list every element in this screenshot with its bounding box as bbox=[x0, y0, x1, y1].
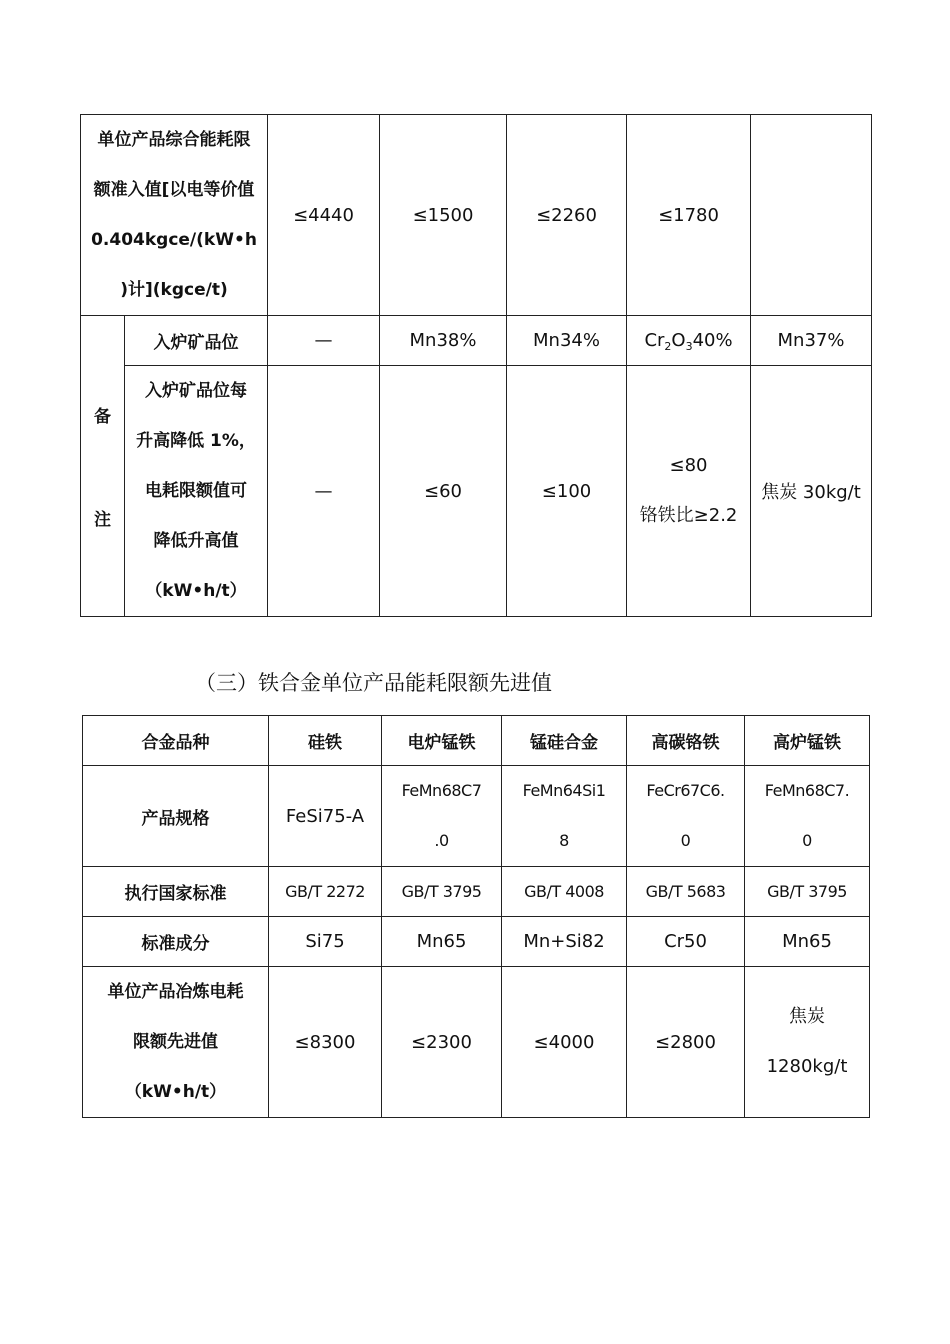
grade-change-label-cell bbox=[125, 366, 268, 617]
value-cell: GB/T 5683 bbox=[627, 867, 745, 917]
header-cell: 硅铁 bbox=[269, 716, 382, 766]
value-cell: ≤4440 bbox=[268, 115, 380, 316]
value-cell: GB/T 4008 bbox=[502, 867, 627, 917]
label-line: 电耗限额值可 bbox=[145, 481, 247, 501]
remarks-label-cell bbox=[81, 316, 125, 617]
label-line: 降低升高值 bbox=[153, 531, 239, 551]
table-row bbox=[81, 316, 872, 366]
value-cell: FeSi75-A bbox=[269, 766, 382, 867]
value-cell: Mn38% bbox=[380, 316, 507, 366]
value-cell: Cr50 bbox=[627, 917, 745, 967]
remarks-char: 备 bbox=[94, 407, 111, 427]
value-cell: ≤2300 bbox=[382, 967, 502, 1118]
value-cell: GB/T 2272 bbox=[269, 867, 382, 917]
value-cell: 焦炭 30kg/t bbox=[751, 366, 872, 617]
value-cell: FeMn64Si1 8 bbox=[502, 766, 627, 867]
value-cell: Mn65 bbox=[382, 917, 502, 967]
value-cell bbox=[751, 115, 872, 316]
value-cell: ≤1780 bbox=[627, 115, 751, 316]
section-title: （三）铁合金单位产品能耗限额先进值 bbox=[195, 671, 552, 695]
value-cell: Mn65 bbox=[745, 917, 870, 967]
value-cell: FeMn68C7 .0 bbox=[382, 766, 502, 867]
value-cell: ≤1500 bbox=[380, 115, 507, 316]
table-row bbox=[83, 867, 870, 917]
table-row bbox=[83, 967, 870, 1118]
table-row bbox=[83, 917, 870, 967]
value-cell: ≤60 bbox=[380, 366, 507, 617]
energy-label-cell bbox=[81, 115, 268, 316]
value-cell: Mn34% bbox=[507, 316, 627, 366]
grade-label-cell: 入炉矿品位 bbox=[125, 316, 268, 366]
energy-limit-table bbox=[80, 114, 872, 617]
value-cell: 焦炭 1280kg/t bbox=[745, 967, 870, 1118]
label-line: 单位产品综合能耗限 bbox=[97, 130, 251, 150]
cr-grade-cell: $Cr_2O_340\%$ bbox=[627, 316, 751, 366]
label-line: 额准入值[以电等价值 bbox=[93, 180, 255, 200]
header-cell: 高碳铬铁 bbox=[627, 716, 745, 766]
label-line: 入炉矿品位每 bbox=[145, 381, 247, 401]
header-cell: 高炉锰铁 bbox=[745, 716, 870, 766]
standard-label-cell: 执行国家标准 bbox=[83, 867, 269, 917]
advanced-value-table bbox=[82, 715, 870, 1118]
value-cell: FeCr67C6. 0 bbox=[627, 766, 745, 867]
value-cell: — bbox=[268, 316, 380, 366]
table-row bbox=[83, 766, 870, 867]
value-cell: ≤100 bbox=[507, 366, 627, 617]
value-cell: ≤2260 bbox=[507, 115, 627, 316]
value-cell: Si75 bbox=[269, 917, 382, 967]
label-line: )计](kgce/t) bbox=[120, 280, 228, 300]
header-cell: 锰硅合金 bbox=[502, 716, 627, 766]
header-cell: 合金品种 bbox=[83, 716, 269, 766]
label-line: 单位产品冶炼电耗 bbox=[107, 982, 244, 1002]
table-row bbox=[81, 115, 872, 316]
cr-change-cell: ≤80 铬铁比≥2.2 bbox=[627, 366, 751, 617]
label-line: 限额先进值 bbox=[133, 1032, 218, 1052]
value-cell: — bbox=[268, 366, 380, 617]
table-row bbox=[81, 366, 872, 617]
spec-label-cell: 产品规格 bbox=[83, 766, 269, 867]
value-cell: FeMn68C7. 0 bbox=[745, 766, 870, 867]
value-cell: Mn37% bbox=[751, 316, 872, 366]
table-header-row bbox=[83, 716, 870, 766]
value-cell: ≤8300 bbox=[269, 967, 382, 1118]
composition-label-cell: 标准成分 bbox=[83, 917, 269, 967]
header-cell: 电炉锰铁 bbox=[382, 716, 502, 766]
remarks-char: 注 bbox=[94, 510, 111, 530]
advanced-label-cell bbox=[83, 967, 269, 1118]
label-line: 升高降低 1%， bbox=[136, 431, 256, 451]
value-cell: GB/T 3795 bbox=[382, 867, 502, 917]
label-line: 0.404kgce/(kW•h bbox=[91, 230, 257, 250]
label-line: （kW•h/t） bbox=[145, 581, 247, 601]
value-cell: Mn+Si82 bbox=[502, 917, 627, 967]
value-cell: ≤2800 bbox=[627, 967, 745, 1118]
label-line: （kW•h/t） bbox=[124, 1082, 227, 1102]
value-cell: ≤4000 bbox=[502, 967, 627, 1118]
value-cell: GB/T 3795 bbox=[745, 867, 870, 917]
